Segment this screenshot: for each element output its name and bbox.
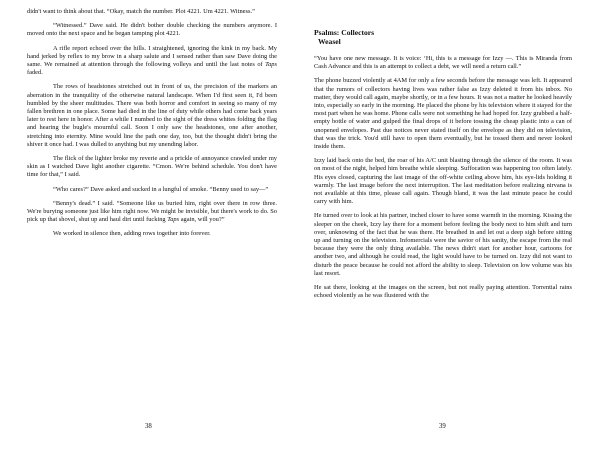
left-page-text — [27, 8, 277, 245]
story-title: Psalms: Collectors — [314, 28, 375, 37]
text-run: didn't want to think about that. “Okay, match the number. Plot 4221. Um 4221. Witness.” — [27, 8, 255, 15]
paragraph — [27, 8, 277, 16]
paragraph — [27, 200, 277, 225]
paragraph — [27, 45, 277, 78]
right-page-text — [314, 8, 572, 306]
text-run: He sat there, looking at the images on the screen, but not really paying attention. Torrential rains echoed violently as he was flustered with the — [314, 284, 572, 300]
paragraph — [27, 22, 277, 38]
italic-text: Taps — [265, 61, 277, 69]
text-run: The flick of the lighter broke my reverie and a prickle of annoyance crawled under my skin as I watched Dave light another cigarette. “Cmon. We're behind schedule. You don't have time for that,” I said. — [27, 155, 277, 179]
text-run: again, will you?” — [179, 216, 225, 224]
text-run: The phone buzzed violently at 4AM for only a few seconds before the message was left. It appeared that the rumors of collectors having lives was rather false as Izzy deleted it from his inbox. No matter, they would call again, maybe shortly, or in a few hours. It was not a matter he looked heavily into, especially so early in the morning. He placed the phone by his television where it stayed for the most part when he was home. Phone calls were not something he had hoped for. Izzy grabbed a half-empty bottle of water and gulped the final drops of it before tossing the cheap plastic into a can of unopened envelopes. Past due notices never stated itself on the envelope as they did on television, that was the trick. You'd still have to open them eventually, but he tossed them and never looked inside them. — [314, 77, 572, 151]
right-page-number: 39 — [439, 423, 446, 430]
italic-text: Taps — [167, 216, 180, 224]
left-page-number: 38 — [145, 423, 152, 430]
paragraph — [314, 284, 572, 300]
text-run: “Benny's dead.” I said. “Someone like us buried him, right over there in row three. We're burying someone just like him right now. We might be invisible, but there's work to do. So pick up that shovel, shut up and haul dirt until fucking — [27, 199, 277, 224]
right-page-body — [314, 55, 572, 300]
text-run: “Witnessed.” Dave said. He didn't bother double checking the numbers anymore. I moved onto the next space and he began tamping plot 4221. — [27, 22, 277, 38]
paragraph — [314, 55, 572, 71]
text-run: faded. — [27, 69, 43, 77]
paragraph — [314, 157, 572, 206]
text-run: The rows of headstones stretched out in front of us, the precision of the markers an aberration in the tranquility of the otherwise natural landscape. When I'd first seen it, I'd been humbled by the sheer multitudes. There was both horror and comfort in seeing so many of my fallen brethren in one place. Some had died in the line of duty while others had come back years later to rest here in honor. After a while I numbed to the sight of the dress whites folding the flag and hearing the bugle's mournful call. Soon I only saw the headstones, one after another, stretching into eternity. Mine would line the path one day, too, but the thought didn't bring the shiver it once had. I was dulled to anything but my unending labor. — [27, 83, 277, 148]
paragraph — [314, 212, 572, 278]
text-run: “You have one new message. It is voice: ‘Hi, this is a message for Izzy —. This is Miranda from Cash Advance and this is an attempt to collect a debt, we will need a return call.” — [314, 55, 572, 71]
paragraph — [27, 83, 277, 149]
paragraph — [27, 155, 277, 180]
paragraph — [27, 186, 277, 194]
text-run: Izzy laid back onto the bed, the roar of his A/C unit blasting through the silence of the room. It was on most of the night, helped him breathe while sleeping. Suffocation was happening too often lately. His eyes closed, capturing the last image of the off-white ceiling above him, his eye-lids holding it warmly. The last image before the next interruption. The last meditation before realizing nirvana is not available at this time, please call again. Though bland, it was the last minute peace he could carry with him. — [314, 157, 572, 206]
text-run: “Who cares?” Dave asked and sucked in a lungful of smoke. “Benny used to say—” — [53, 185, 269, 193]
text-run: He turned over to look at his partner, inched closer to have some warmth in the morning. Kissing the sleeper on the cheek, Izzy lay there for a moment before feeling the body next to him shift and turn over, unknowing of the fact that he was there. He breathed in and let out a deep sigh before sitting up and turning on the television. Infomercials were the savior of his sanity, the escape from the real because they were the only thing available. The news didn't start for another hour, cartoons for another two, and although he could read, the light would have to be turned on. Izzy did not want to disturb the peace because he could not afford the ability to sleep. Television on low volume was his last resort. — [314, 212, 572, 277]
story-author: Weasel — [318, 37, 341, 46]
text-run: A rifle report echoed over the hills. I straightened, ignoring the kink in my back. My hand jerked by reflex to my brow in a sharp salute and I sensed rather than saw Dave doing the same. We remained at attention through the following volleys and until the last notes of — [27, 44, 277, 69]
paragraph — [314, 77, 572, 151]
paragraph — [27, 230, 277, 238]
text-run: We worked in silence then, adding rows together into forever. — [53, 230, 211, 238]
